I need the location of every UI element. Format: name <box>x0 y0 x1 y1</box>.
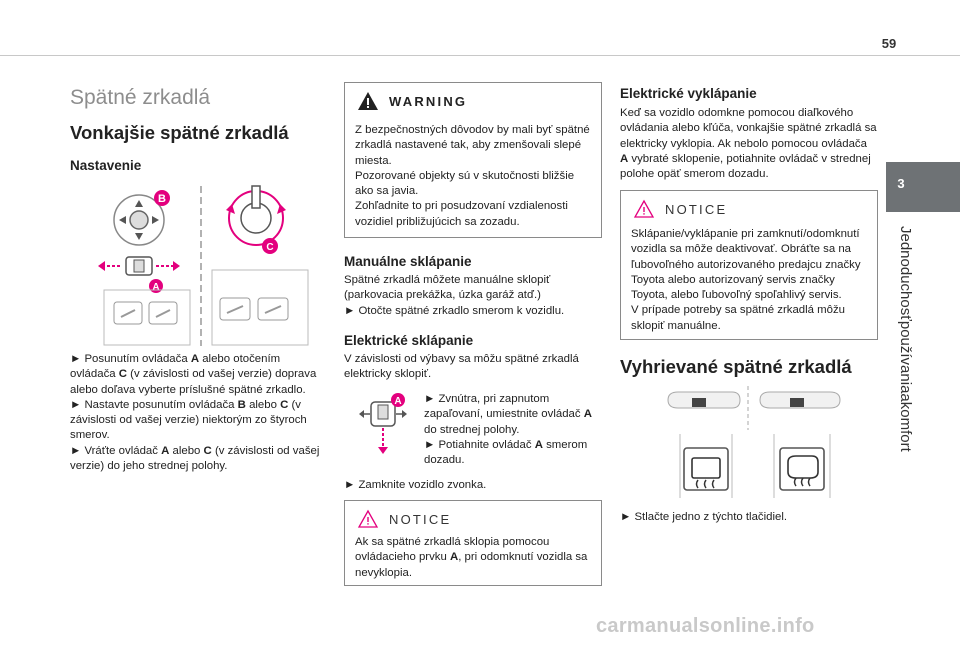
warning-line-2: Pozorované objekty sú v skutočnosti bližšie ako sa javia. <box>355 169 575 198</box>
label-a: A <box>152 282 160 293</box>
notice-text-fold: Ak sa spätné zrkadlá sklopia pomocou ovládacieho prvku A, pri odomknutí vozidla sa nevyklopia. <box>355 536 588 579</box>
electric-folding-heading: Elektrické sklápanie <box>344 333 474 348</box>
adjustment-instructions <box>70 352 326 474</box>
electric-folding-intro: V závislosti od výbavy sa môžu spätné zrkadlá elektricky sklopiť. <box>344 353 579 381</box>
electric-folding-steps <box>424 392 602 468</box>
manual-line-2: ► Otočte spätné zrkadlo smerom k vozidlu. <box>344 304 565 317</box>
heated-mirrors-instruction: ► Stlačte jedno z týchto tlačidiel. <box>620 511 788 523</box>
selector-a-icon <box>98 257 180 293</box>
instruction-2: ► Nastavte posunutím ovládača B alebo C (v závislosti od vašej verzie) niektorým zo štyroch smerov. <box>70 398 307 442</box>
manual-folding-heading: Manuálne sklápanie <box>344 254 472 269</box>
section-heading-exterior-mirrors: Vonkajšie spätné zrkadlá <box>70 122 289 143</box>
watermark: carmanualsonline.info <box>596 615 815 637</box>
rotary-c-icon <box>226 186 286 254</box>
notice-text-unfold <box>631 227 871 334</box>
notice-triangle-icon <box>633 199 655 219</box>
rear-defog-button-icon <box>684 448 728 490</box>
mirror-heater-button-icon <box>780 448 824 490</box>
electric-unfolding-text: Keď sa vozidlo odomkne pomocou diaľkového ovládania alebo kľúča, vonkajšie spätné zrkadlá sa elektricky vyklopia. Ak nebolo pomocou ovládača A vybraté sklopenie, potiahnite ovládač v strednej polohe opäť smerom dozadu. <box>620 107 877 181</box>
instruction-3: ► Vráťte ovládač A alebo C (v závislosti od vašej verzie) do jeho strednej polohy. <box>70 444 320 473</box>
fold-step-2: ► Potiahnite ovládač A smerom dozadu. <box>424 438 588 467</box>
mirror-panel-right-icon <box>760 392 840 408</box>
warning-line-3: Zohľadnite to pri posudzovaní vzdialenosti vozidiel približujúcich sa zozadu. <box>355 200 568 228</box>
warning-label: WARNING <box>389 93 468 109</box>
page-title: Spätné zrkadlá <box>70 86 211 109</box>
notice-box-fold <box>344 500 602 586</box>
notice-label: NOTICE <box>665 201 728 217</box>
instruction-1: ► Posunutím ovládača A alebo otočením ovládača C (v závislosti od vašej verzie) doprava alebo doľava vyberte príslušné spätné zrkadlo. <box>70 353 317 396</box>
label-c: C <box>266 242 274 253</box>
warning-triangle-icon <box>357 91 379 111</box>
folding-control-diagram <box>358 392 408 464</box>
label-a-fold: A <box>394 396 402 407</box>
notice-unfold-line-1: Sklápanie/vyklápanie pri zamknutí/odomknutí vozidla sa môže deaktivovať. Obráťte sa na ľubovoľného autorizovaného predajcu značky Toyota alebo autorizovaný servis značky Toyota, alebo ľubovoľný spoľahlivý servis. <box>631 228 861 302</box>
warning-text <box>355 123 593 230</box>
page-number: 59 <box>881 36 897 51</box>
warning-box <box>344 82 602 238</box>
manual-line-1: Spätné zrkadlá môžete manuálne sklopiť (parkovacia prekážka, úzka garáž atď.) <box>344 274 551 302</box>
subsection-heading-adjustment: Nastavenie <box>70 158 142 173</box>
notice-label: NOTICE <box>389 511 452 527</box>
heated-mirrors-heading: Vyhrievané spätné zrkadlá <box>620 356 852 377</box>
lock-vehicle-step: ► Zamknite vozidlo zvonka. <box>344 479 487 491</box>
warning-line-1: Z bezpečnostných dôvodov by mali byť spätné zrkadlá nastavené tak, aby zmenšovali slepé miesta. <box>355 124 590 167</box>
notice-box-unfold <box>620 190 878 340</box>
fold-step-1: ► Zvnútra, pri zapnutom zapaľovaní, umiestnite ovládač A do strednej polohy. <box>424 393 592 436</box>
header-rule <box>0 55 960 56</box>
chapter-title: Jednoduchosťpoužívaniaakomfort <box>897 226 914 452</box>
manual-folding-text <box>344 273 602 319</box>
heated-mirror-buttons-diagram <box>662 386 852 498</box>
electric-unfolding-heading: Elektrické vyklápanie <box>620 86 757 101</box>
mirror-panel-left-icon <box>668 392 740 408</box>
label-b: B <box>158 193 166 205</box>
notice-triangle-icon <box>357 509 379 529</box>
mirror-control-diagram <box>94 180 314 350</box>
notice-unfold-line-2: V prípade potreby sa spätné zrkadlá môžu sklopiť manuálne. <box>631 304 846 332</box>
chapter-number: 3 <box>897 176 905 191</box>
